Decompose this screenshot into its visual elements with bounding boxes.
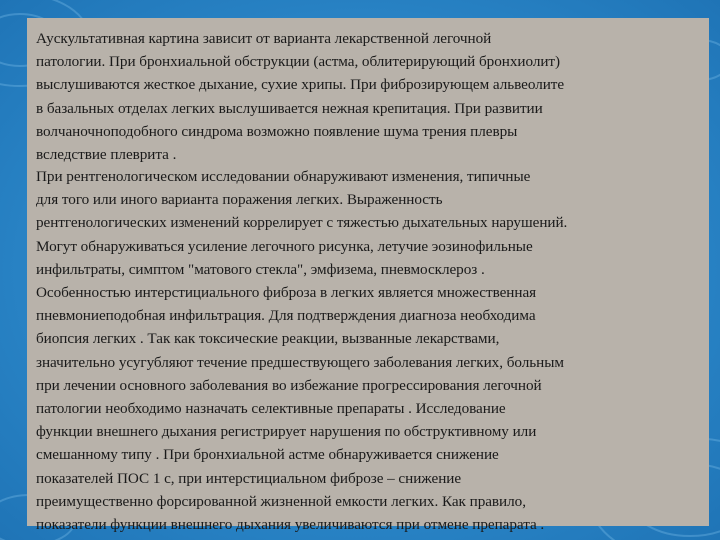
paragraph-auscultation: Аускультативная картина зависит от варианта лекарственной легочной патологии. При бронхиальной обструкции (астма, облитерирующий бронхиолит) выслушиваются жесткое дыхание, сухие хрипы. При фиброзирующем альвеолите в базальных отделах легких выслушивается нежная крепитация. При развитии волчаночноподобного синдрома возможно появление шума трения плевры вследствие плеврита . — [36, 30, 565, 164]
paragraph-radiology: При рентгенологическом исследовании обнаруживают изменения, типичные для того или иного варианта поражения легких. Выраженность рентгенологических изменений коррелирует с тяжестью дыхательных нарушений. Могут обнаруживаться усиление легочного рисунка, летучие эозинофильные инфильтраты, симптом "матового стекла", эмфизема, пневмосклероз . Особенностью интерстициального фиброза в легких является множественная пневмониеподобная инфильтрация. Для подтверждения диагноза необходима биопсия легких . Так как токсические реакции, вызванные лекарствами, значительно усугубляют течение предшествующего заболевания легких, больным при лечении основного заболевания во избежание прогрессирования легочной патологии необходимо назначать селективные препараты . Исследование функции внешнего дыхания регистрирует нарушения по обструктивному или смешанному типу . При бронхиальной астме обнаруживается снижение показателей ПОС 1 с, при интерстициальном фиброзе – снижение преимущественно форсированной жизненной емкости легких. Как правило, показатели функции внешнего дыхания увеличиваются при отмене препарата . — [36, 168, 568, 534]
